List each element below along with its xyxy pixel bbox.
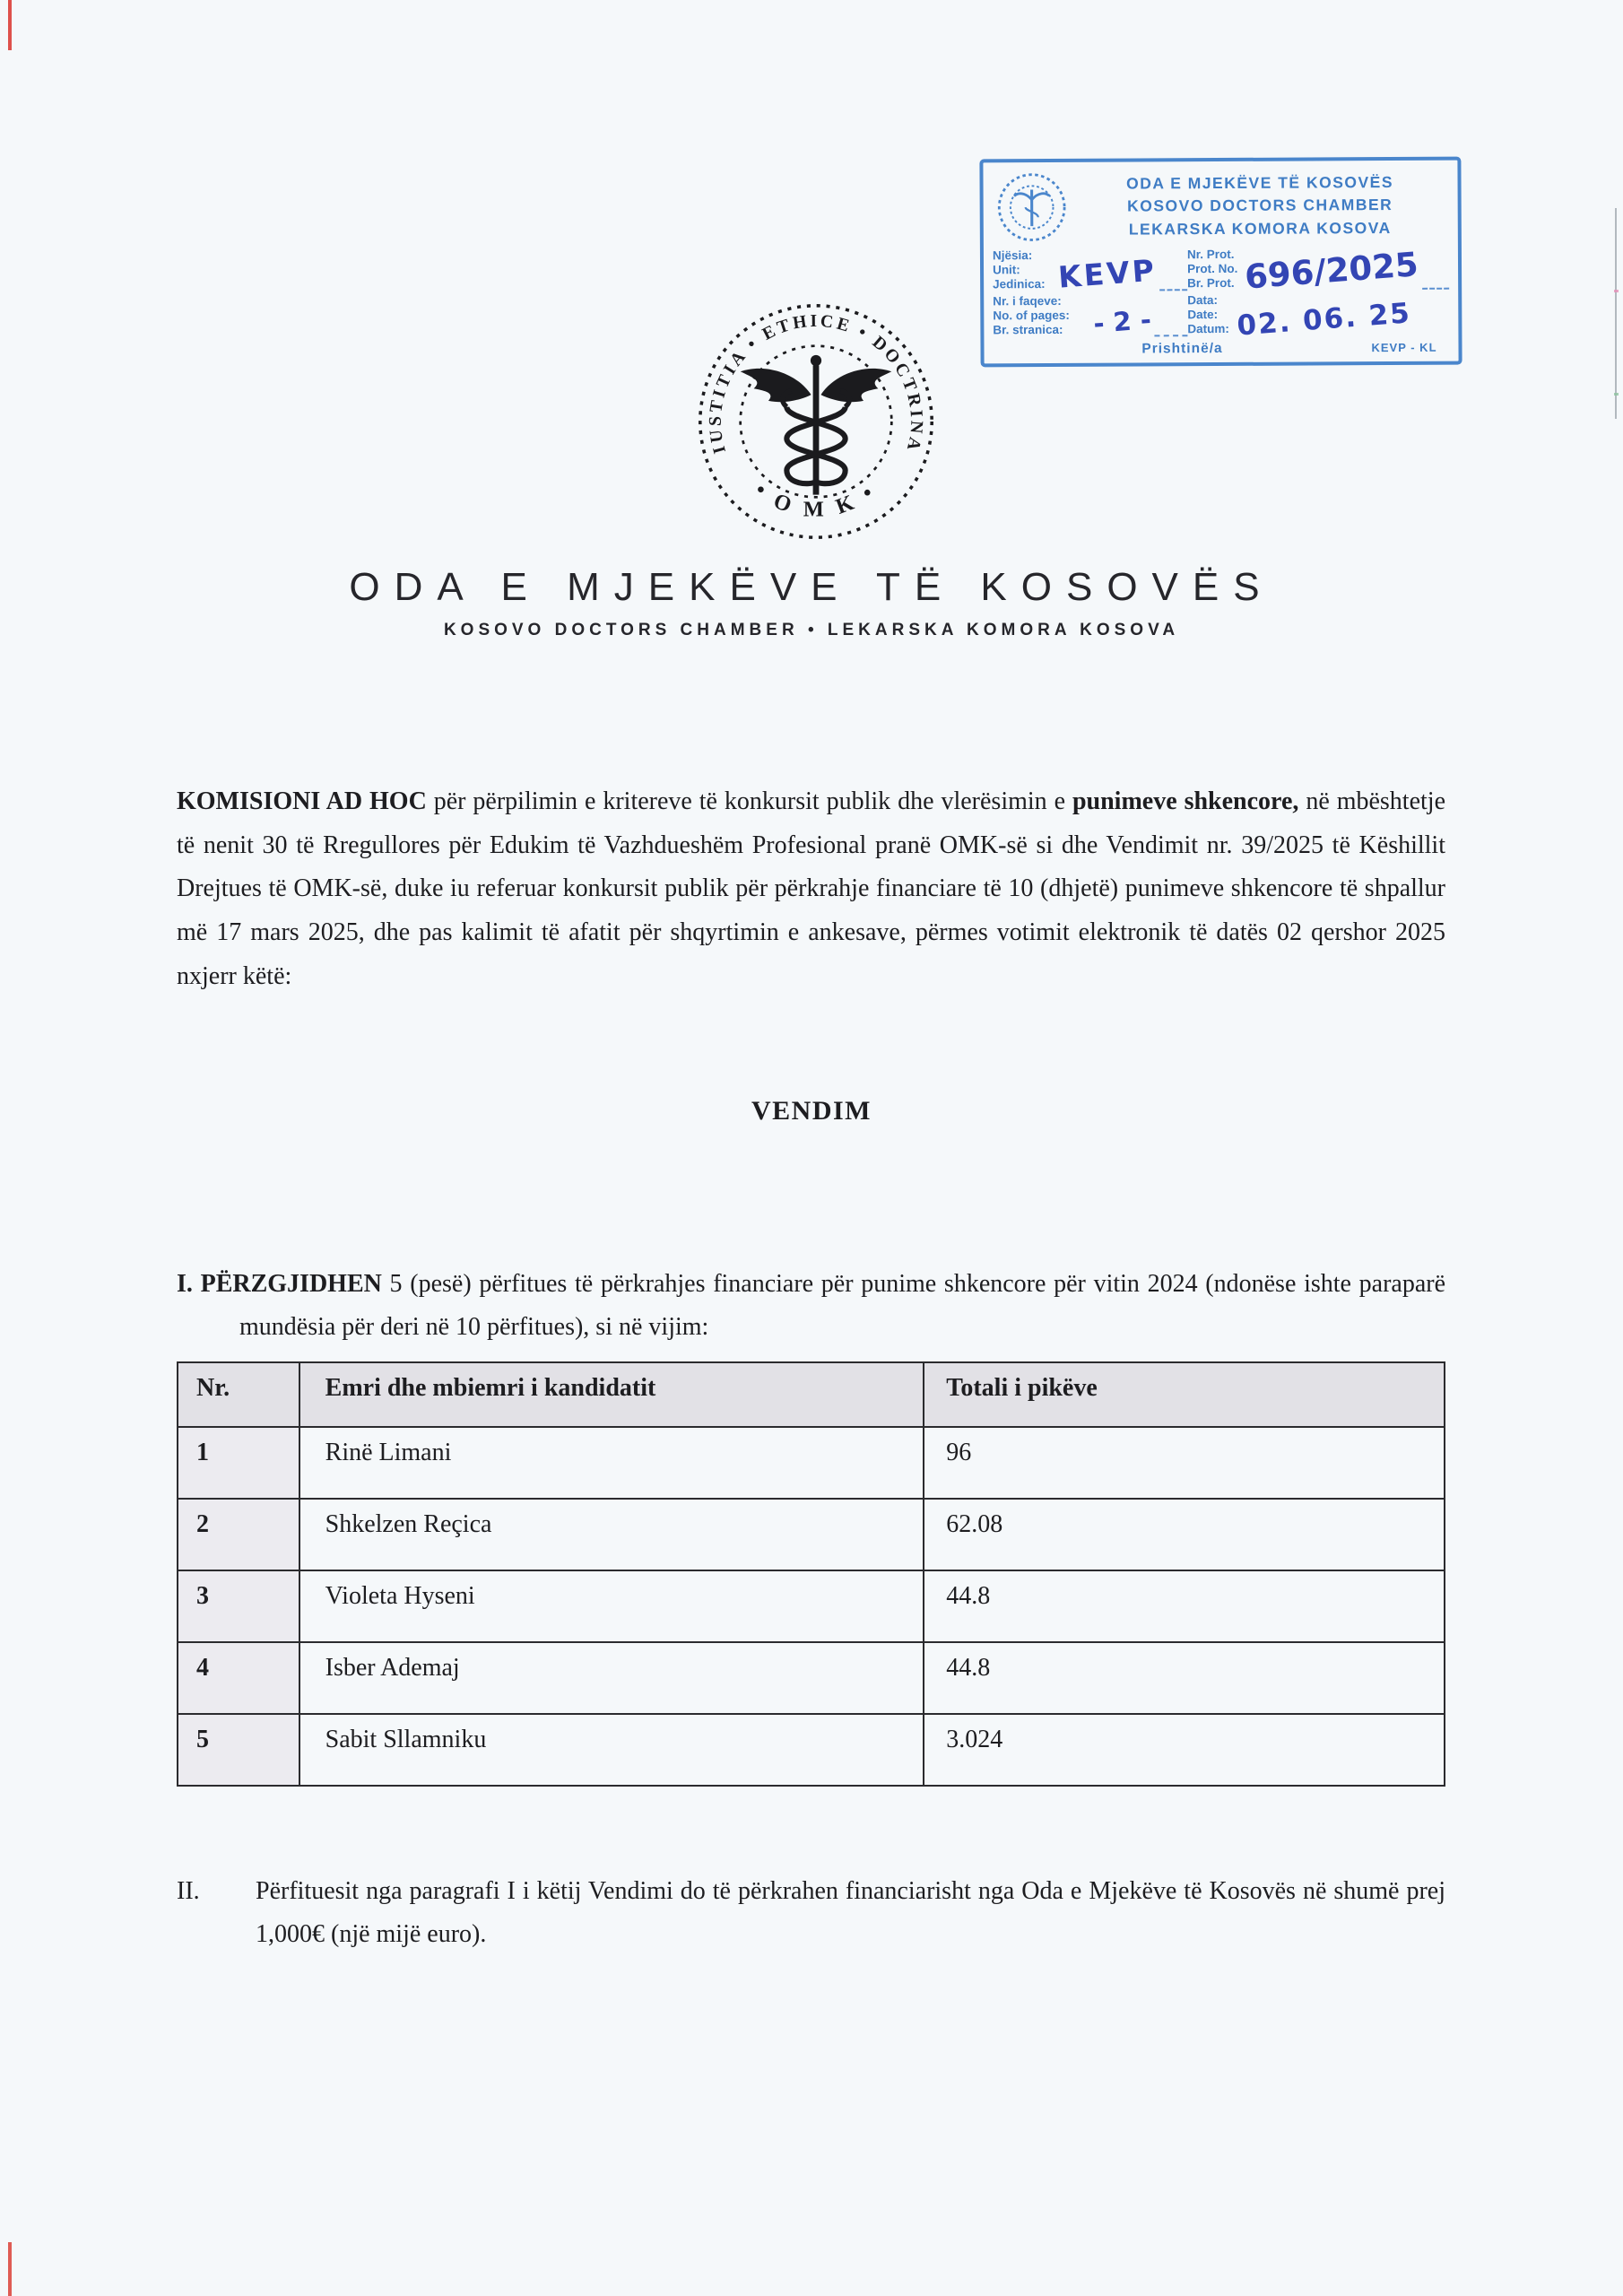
intro-text-1: për përpilimin e kritereve të konkursit publik dhe vlerësimin e — [426, 787, 1072, 815]
stamp-pages-underline — [1154, 335, 1187, 336]
pages-label-sr: Br. stranica: — [993, 322, 1063, 336]
seal-motto-top: IUSTITIA • ETHICE • DOCTRINA — [705, 310, 927, 457]
header-name: Emri dhe mbiemri i kandidatit — [299, 1362, 924, 1427]
table-row — [178, 1499, 1445, 1570]
prot-label-en: Prot. No. — [1187, 261, 1238, 276]
section-1-bold: PËRZGJIDHEN — [192, 1270, 382, 1298]
cell-points: 44.8 — [924, 1570, 1445, 1642]
scan-artifact-red-top — [8, 0, 12, 50]
stamp-unit-underline — [1160, 289, 1188, 291]
stamp-seal-icon — [992, 170, 1071, 245]
cell-name: Shkelzen Reçica — [299, 1499, 924, 1570]
table-row — [178, 1642, 1445, 1714]
date-label-sq: Data: — [1187, 292, 1219, 307]
date-label-sr: Datum: — [1187, 321, 1229, 335]
scan-artifact-red-bottom — [8, 2242, 12, 2296]
cell-nr: 5 — [178, 1714, 299, 1786]
stamp-org-line-en: KOSOVO DOCTORS CHAMBER — [1127, 196, 1393, 215]
stamp-prot-field — [1186, 244, 1449, 297]
cell-name: Rinë Limani — [299, 1427, 924, 1499]
stamp-org-line-sr: LEKARSKA KOMORA KOSOVA — [1128, 218, 1392, 239]
header-points: Totali i pikëve — [924, 1362, 1445, 1427]
cell-name: Violeta Hyseni — [299, 1570, 924, 1642]
stamp-date-handwritten-value: 02. 06. 25 — [1235, 296, 1412, 343]
cell-points: 3.024 — [924, 1714, 1445, 1786]
decision-heading: VENDIM — [751, 1096, 872, 1126]
section-2-text: Përfituesit nga paragrafi I i këtij Vendimi do të përkrahen financiarisht nga Oda e Mjekëve të Kosovës në shumë prej 1,000€ (një mijë euro). — [256, 1877, 1445, 1949]
seal-motto-bottom: • O M K • — [750, 478, 882, 522]
unit-label-sq: Njësia: — [992, 248, 1033, 263]
section-2-numeral: II. — [177, 1877, 200, 1905]
omk-caduceus-seal-icon — [690, 300, 942, 544]
cell-points: 62.08 — [924, 1499, 1445, 1570]
candidates-table-wrap — [177, 1361, 1445, 1787]
scan-artifact-speck-green — [1614, 393, 1619, 396]
intro-bold-commission: KOMISIONI AD HOC — [177, 787, 427, 815]
stamp-header — [992, 166, 1448, 246]
header-nr: Nr. — [178, 1362, 299, 1427]
stamp-date-labels — [1187, 293, 1229, 336]
table-row — [178, 1427, 1445, 1499]
stamp-city: Prishtinë/a — [1141, 340, 1223, 356]
intro-paragraph — [177, 780, 1445, 999]
stamp-prot-labels — [1187, 248, 1237, 291]
scan-artifact-speck-pink — [1614, 290, 1619, 292]
unit-label-sr: Jedinica: — [993, 276, 1046, 291]
cell-points: 44.8 — [924, 1642, 1445, 1714]
org-title: ODA E MJEKËVE TË KOSOVËS — [349, 565, 1274, 609]
stamp-footer — [993, 339, 1449, 358]
date-label-en: Date: — [1187, 307, 1219, 321]
intro-text-2: në mbështetje të nenit 30 të Rregullores për Edukim të Vazhdueshëm Profesional pranë OMK-së si dhe Vendimit nr. 39/2025 të Këshillit Drejtues të OMK-së, duke iu referuar konkursit publik për përkrahje financiare të 10 (dhjetë) punimeve shkencore të shpallur më 17 mars 2025, dhe pas kalimit të afatit për shqyrtimin e ankesave, përmes votimit elektronik të datës 02 qershor 2025 nxjerr këtë: — [177, 787, 1445, 990]
section-2 — [177, 1870, 1445, 1956]
table-header-row — [178, 1362, 1445, 1427]
stamp-pages-handwritten-value: - 2 - — [1091, 303, 1152, 339]
stamp-org-name — [1071, 166, 1448, 241]
caduceus-icon — [741, 355, 892, 495]
section-1-numeral: I. — [177, 1270, 193, 1298]
section-1-text: 5 (pesë) përfitues të përkrahjes financiare për punime shkencore për vitin 2024 (ndonëse ishte paraparë mundësia për deri në 10 përfitues), si në vijim: — [239, 1270, 1446, 1342]
cell-nr: 3 — [178, 1570, 299, 1642]
stamp-fields — [992, 244, 1450, 343]
letterhead — [0, 565, 1623, 640]
cell-nr: 2 — [178, 1499, 299, 1570]
intro-bold-works: punimeve shkencore, — [1072, 787, 1299, 815]
stamp-code: KEVP - KL — [1371, 340, 1437, 355]
stamp-pages-labels — [993, 294, 1070, 337]
stamp-unit-handwritten-value: KEVP — [1056, 252, 1158, 295]
stamp-date-field — [1187, 291, 1449, 343]
stamp-prot-handwritten-value: 696/2025 — [1243, 244, 1420, 297]
cell-points: 96 — [924, 1427, 1445, 1499]
org-subtitle: KOSOVO DOCTORS CHAMBER • LEKARSKA KOMORA KOSOVA — [443, 621, 1180, 639]
protocol-stamp — [979, 157, 1462, 368]
scan-artifact-fold-line — [1615, 208, 1617, 419]
stamp-pages-field — [993, 293, 1187, 337]
stamp-unit-field — [992, 248, 1187, 295]
cell-nr: 1 — [178, 1427, 299, 1499]
pages-label-en: No. of pages: — [993, 308, 1070, 323]
cell-name: Isber Ademaj — [299, 1642, 924, 1714]
prot-label-sq: Nr. Prot. — [1186, 247, 1235, 262]
stamp-prot-underline — [1422, 287, 1449, 289]
stamp-unit-labels — [993, 248, 1046, 291]
section-1-paragraph — [177, 1263, 1445, 1349]
prot-label-sr: Br. Prot. — [1187, 275, 1235, 291]
unit-label-en: Unit: — [993, 263, 1020, 277]
cell-nr: 4 — [178, 1642, 299, 1714]
cell-name: Sabit Sllamniku — [299, 1714, 924, 1786]
stamp-org-line-sq: ODA E MJEKËVE TË KOSOVËS — [1126, 172, 1394, 193]
stamp-right-column — [1186, 244, 1450, 343]
table-row — [178, 1714, 1445, 1786]
candidates-table — [177, 1361, 1445, 1787]
pages-label-sq: Nr. i faqeve: — [993, 293, 1062, 309]
table-row — [178, 1570, 1445, 1642]
stamp-left-column — [993, 248, 1188, 340]
